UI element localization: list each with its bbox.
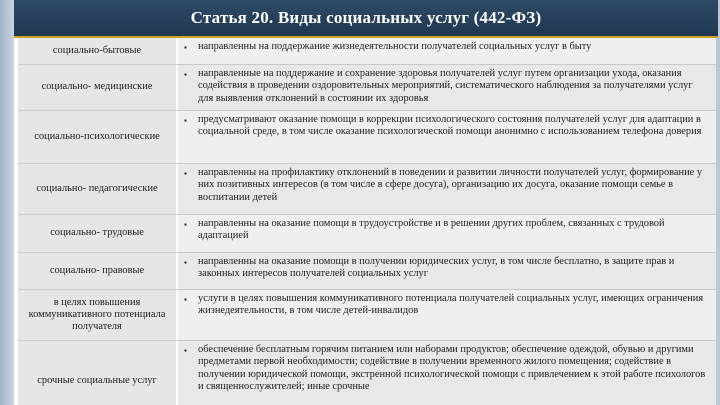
service-type-cell: социально- трудовые — [18, 215, 178, 252]
bullet-icon: ▪ — [184, 295, 187, 304]
service-type-cell: социально- педагогические — [18, 164, 178, 214]
bullet-icon: ▪ — [184, 169, 187, 178]
table-row — [18, 253, 716, 290]
service-description-cell — [178, 253, 716, 289]
service-description-cell — [178, 38, 716, 64]
service-description: обеспечение бесплатным горячим питанием или наборами продуктов; обеспечение одеждой, обувью и другими предметами первой необходимости; содействие в получении временного жилого помещения; содействие в получении юридической помощи, экстренной психологической помощи с привлечением к этой работе психологов и священнослужителей; иные срочные — [198, 344, 706, 392]
title-bar — [14, 0, 718, 38]
table-row — [18, 290, 716, 341]
service-description: направленны на оказание помощи в получении юридических услуг, в том числе бесплатно, в защите прав и законных интересов получателей социальных услуг — [198, 256, 675, 280]
table-row — [18, 111, 716, 164]
bullet-icon: ▪ — [184, 258, 187, 267]
service-description: направленны на оказание помощи в трудоустройстве и в решении других проблем, связанных с трудовой адаптацией — [198, 218, 665, 242]
table-row — [18, 65, 716, 111]
table-row — [18, 215, 716, 253]
left-edge-stripe — [0, 0, 14, 405]
service-description-cell — [178, 215, 716, 252]
table-row — [18, 341, 716, 405]
service-description-cell — [178, 111, 716, 163]
bullet-icon: ▪ — [184, 346, 187, 355]
table-row — [18, 38, 716, 65]
service-description-cell — [178, 341, 716, 405]
service-description-cell — [178, 290, 716, 340]
bullet-icon: ▪ — [184, 116, 187, 125]
service-description: услуги в целях повышения коммуникативного потенциала получателей социальных услуг, имеющих ограничения жизнедеятельности, в том числе детей-инвалидов — [198, 293, 704, 317]
bullet-icon: ▪ — [184, 220, 187, 229]
service-description-cell — [178, 164, 716, 214]
service-type-cell: социально- медицинские — [18, 65, 178, 110]
bullet-icon: ▪ — [184, 43, 187, 52]
table-row — [18, 164, 716, 215]
service-description-cell — [178, 65, 716, 110]
service-type-cell: срочные социальные услуг — [18, 341, 178, 405]
service-type-cell: социально-психологические — [18, 111, 178, 163]
right-edge-stripe — [716, 0, 720, 405]
bullet-icon: ▪ — [184, 70, 187, 79]
slide-title: Статья 20. Виды социальных услуг (442-ФЗ) — [190, 8, 542, 27]
service-description: предусматривают оказание помощи в коррекции психологического состояния получателей услуг для адаптации в социальной среде, в том числе оказание психологической помощи анонимно с использованием телефона доверия — [198, 114, 702, 138]
service-type-cell: в целях повышения коммуникативного потенциала получателя — [18, 290, 178, 340]
service-type-cell: социально- правовые — [18, 253, 178, 289]
service-description: направленны на поддержание жизнедеятельности получателей социальных услуг в быту — [198, 41, 592, 52]
service-description: направленные на поддержание и сохранение здоровья получателей услуг путем организации ухода, оказания содействия в проведении оздоровительных мероприятий, систематического наблюдения за получателями услуг для выявления отклонений в состоянии их здоровья — [198, 68, 693, 104]
service-type-cell: социально-бытовые — [18, 38, 178, 64]
service-description: направленны на профилактику отклонений в поведении и развитии личности получателей услуг, формирование у них позитивных интересов (в том числе в сфере досуга), организацию их досуга, оказание помощи семье в воспитании детей — [198, 167, 703, 203]
services-table — [18, 38, 716, 405]
